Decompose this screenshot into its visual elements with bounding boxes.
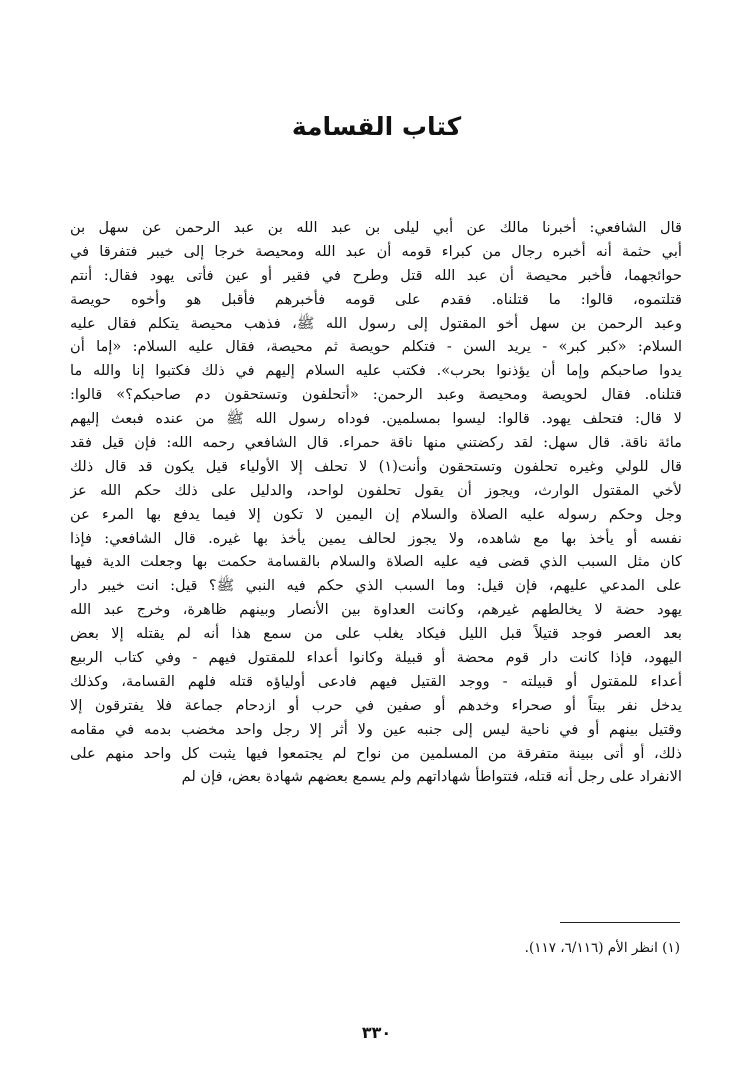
text-line: لا قال: فتحلف يهود. قالوا: ليسوا بمسلمين. فوداه رسول الله ﷺ من عنده فبعث إليهم <box>70 410 682 428</box>
text-line: ذلك، أو أتى ببينة متفرقة من المسلمين من نواح لم يجتمعوا فيها يثبت كل واحد منهم على <box>70 744 682 762</box>
text-line: بعد العصر فوجد قتيلاً قبل الليل فيكاد يغلب على من سمع هذا أنه لم يقتله إلا بعض <box>70 625 682 643</box>
text-line: وقتيل بينهم أو في ناحية ليس إلى جنبه عين ولا أثر إلا رجل واحد مخضب بدمه في مقامه <box>70 720 682 738</box>
text-line: أعداء للمقتول أو قبيلته - ووجد القتيل فيهم فادعى أولياؤه قتله فلهم القسامة، وكذلك <box>70 672 682 690</box>
text-line: السلام: «كبر كبر» - يريد السن - فتكلم حويصة ثم محيصة، فقال عليه السلام: «إما أن <box>70 338 682 356</box>
text-line: يهود حضة لا يخالطهم غيرهم، وكانت العداوة بين الأنصار وبينهم ظاهرة، وخرج عبد الله <box>70 601 682 619</box>
text-line: كان مثل السبب الذي قضى فيه عليه الصلاة والسلام بالقسامة حكمت بها وجعلت الدية فيها <box>70 553 682 571</box>
text-line: وجل وحكم رسوله عليه الصلاة والسلام إن اليمين لا تكون إلا فيما يدفع بها المرء عن <box>70 505 682 523</box>
text-line: قال الشافعي: أخبرنا مالك عن أبي ليلى بن عبد الله بن عبد الرحمن عن سهل بن <box>70 219 682 236</box>
text-line: وعبد الرحمن بن سهل أخو المقتول إلى رسول الله ﷺ، فذهب محيصة يتكلم فقال عليه <box>70 314 682 332</box>
page-number: ٣٣٠ <box>361 1023 392 1042</box>
text-line: حوائجهما، فأخبر محيصة أن عبد الله قتل وطرح في فقير أو عين فأتى يهود فقال: أنتم <box>70 266 682 284</box>
text-line: نفسه أو يأخذ بها مع شاهده، ولا يجوز لحالف يمين يأخذ بها غيره. قال الشافعي: فإذا <box>70 529 682 547</box>
chapter-title: كتاب القسامة <box>291 112 462 141</box>
text-line: قتلتموه، قالوا: ما قتلناه. فقدم على قومه فأخبرهم فأقبل هو وأخوه حويصة <box>70 290 682 308</box>
footnote: (١) انظر الأم (٦/١١٦، ١١٧). <box>524 940 680 956</box>
text-line: مائة ناقة. قال سهل: لقد ركضتني منها ناقة حمراء. قال الشافعي رحمه الله: فإن قيل فقد <box>70 434 682 452</box>
text-line: يدوا صاحبكم وإما أن يؤذنوا بحرب». فكتب عليه السلام إليهم في ذلك فكتبوا إنا والله ما <box>70 362 682 380</box>
text-line: على المدعي عليهم، فإن قيل: وما السبب الذي حكم فيه النبي ﷺ؟ قيل: انت خيبر دار <box>70 577 682 595</box>
text-line: لأخي المقتول الوارث، ويجوز أن يقول تحلفون لواحد، والدليل على ذلك حكم الله عز <box>70 481 682 499</box>
text-line: أبي حثمة أنه أخبره رجال من كبراء قومه أن عبد الله ومحيصة خرجا إلى خيبر فتفرقا في <box>70 242 682 260</box>
text-line: قتلناه. فقال لحويصة ومحيصة وعبد الرحمن: «أتحلفون وتستحقون دم صاحبكم؟» قالوا: <box>70 386 682 404</box>
body-text <box>70 216 682 789</box>
text-line: الانفراد على رجل أنه قتله، فتتواطأ شهاداتهم ولم يسمع بعضهم شهادة بعض، فإن لم <box>181 768 682 786</box>
footnote-separator <box>560 922 680 923</box>
text-line: يدخل نفر بيتاً أو صحراء وخدهم أو صفين في حرب أو ازدحام جماعة فلا يفترقون إلا <box>70 696 682 714</box>
text-line: اليهود، فإذا كانت دار قوم محضة أو قبيلة وكانوا أعداء للمقتول فيهم - وفي كتاب الربيع <box>70 649 682 667</box>
text-line: قال للولي وغيره تحلفون وتستحقون وأنت(١) لا تحلف إلا الأولياء قيل يكون قد قال ذلك <box>70 457 682 475</box>
